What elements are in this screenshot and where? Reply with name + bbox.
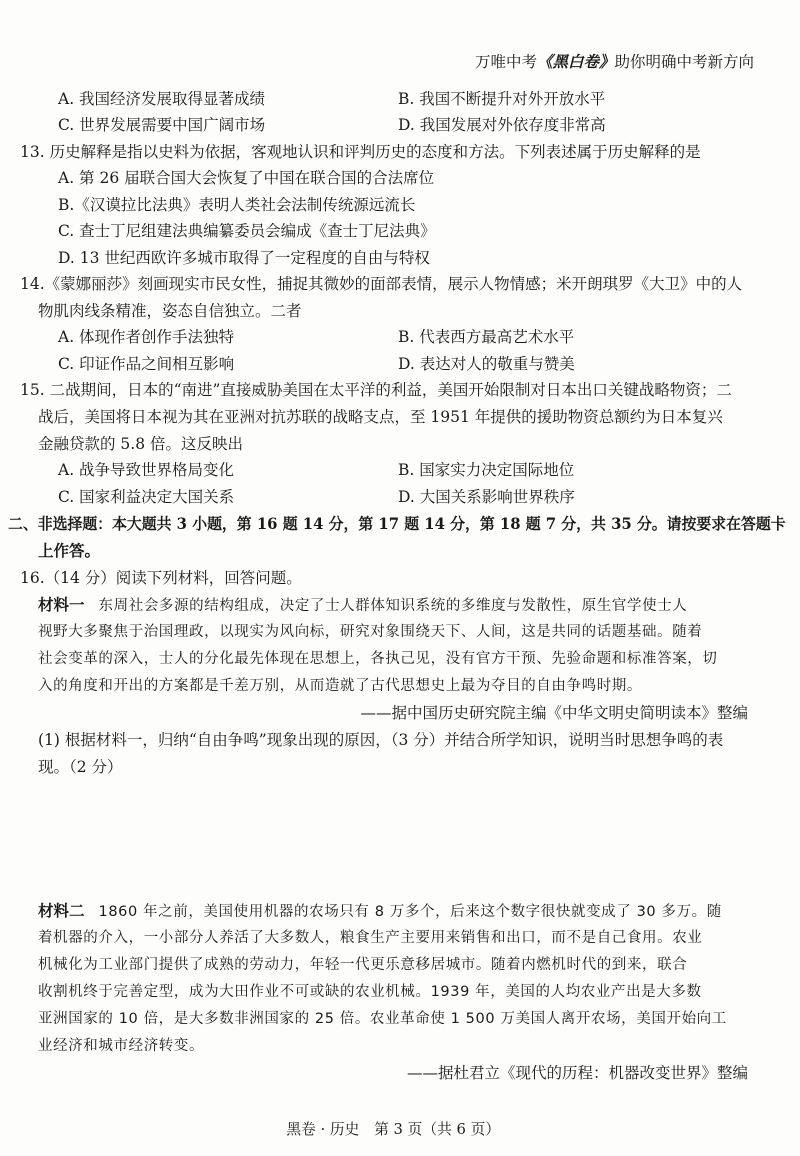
q15-option-d: D. 大国关系影响世界秩序 xyxy=(398,488,575,506)
q13-option-a: A. 第 26 届联合国大会恢复了中国在联合国的合法席位 xyxy=(58,169,435,187)
q14-stem-line1: 14.《蒙娜丽莎》刻画现实市民女性，捕捉其微妙的面部表情，展示人物情感；米开朗琪罗《大卫》中的人 xyxy=(20,275,743,293)
q15-option-a: A. 战争导致世界格局变化 xyxy=(58,461,235,479)
material-1-line4: 入的角度和开出的方案都是千差万别，从而造就了古代思想史上最为夺目的自由争鸣时期。 xyxy=(38,678,642,694)
page-footer: 黑卷 · 历史 第 3 页（共 6 页） xyxy=(286,1120,501,1138)
q14-option-a: A. 体现作者创作手法独特 xyxy=(58,328,235,346)
q12-option-b: B. 我国不断提升对外开放水平 xyxy=(398,90,606,108)
q13-option-d: D. 13 世纪西欧许多城市取得了一定程度的自由与特权 xyxy=(58,249,430,267)
section-2-heading-cont: 上作答。 xyxy=(38,541,101,560)
material-1-source: ——据中国历史研究院主编《中华文明史简明读本》整编 xyxy=(360,704,748,722)
q15-stem-line2: 战后，美国将日本视为其在亚洲对抗苏联的战略支点，至 1951 年提供的援助物资总额约为日本复兴 xyxy=(38,408,723,426)
q16-sub1-line1: (1) 根据材料一，归纳“自由争鸣”现象出现的原因，（3 分）并结合所学知识，说明当时思想争鸣的表 xyxy=(38,731,724,749)
page-header xyxy=(475,50,754,72)
q16-stem: 16.（14 分）阅读下列材料，回答问题。 xyxy=(20,569,302,587)
q15-option-b: B. 国家实力决定国际地位 xyxy=(398,461,575,479)
material-1-line2: 视野大多聚焦于治国理政，以现实为风向标，研究对象围绕天下、人间，这是共同的话题基础。随着 xyxy=(38,624,703,640)
q13-option-b: B.《汉谟拉比法典》表明人类社会法制传统源远流长 xyxy=(58,196,416,214)
q12-option-d: D. 我国发展对外依存度非常高 xyxy=(398,116,606,134)
material-2-line2: 着机器的介入，一小部分人养活了大多数人，粮食生产主要用来销售和出口，而不是自己食用。农业 xyxy=(38,930,703,946)
material-2-line4: 收割机终于完善定型，成为大田作业不可或缺的农业机械。1939 年，美国的人均农业产出是大多数 xyxy=(38,984,702,1000)
material-2-line1 xyxy=(38,899,722,921)
q15-stem-line3: 金融贷款的 5.8 倍。这反映出 xyxy=(38,435,244,453)
q13-option-c: C. 查士丁尼组建法典编纂委员会编成《查士丁尼法典》 xyxy=(58,222,436,240)
q14-option-d: D. 表达对人的敬重与赞美 xyxy=(398,355,575,373)
q15-stem-line1: 15. 二战期间，日本的“南进”直接威胁美国在太平洋的利益，美国开始限制对日本出口关键战略物资；二 xyxy=(20,381,732,399)
q15-option-c: C. 国家利益决定大国关系 xyxy=(58,488,235,506)
q16-sub1-line2: 现。（2 分） xyxy=(38,758,123,776)
material-2-text-1: 1860 年之前，美国使用机器的农场只有 8 万多个，后来这个数字很快就变成了 30 多万。随 xyxy=(98,904,722,920)
material-1-line3: 社会变革的深入，士人的分化最先体现在思想上，各执己见，没有官方干预、先验命题和标准答案，切 xyxy=(38,651,718,667)
material-2-source: ——据杜君立《现代的历程：机器改变世界》整编 xyxy=(406,1064,748,1082)
q14-stem-line2: 物肌肉线条精准，姿态自信独立。二者 xyxy=(38,302,302,320)
header-suffix: 助你明确中考新方向 xyxy=(614,53,754,71)
material-2-label: 材料二 xyxy=(38,901,85,920)
material-1-line1 xyxy=(38,593,687,615)
q12-option-a: A. 我国经济发展取得显著成绩 xyxy=(58,90,266,108)
material-2-line6: 业经济和城市经济转变。 xyxy=(38,1038,205,1054)
material-2-line5: 亚洲国家的 10 倍，是大多数非洲国家的 25 倍。农业革命使 1 500 万美国人离开农场，美国开始向工 xyxy=(38,1011,727,1027)
q14-option-b: B. 代表西方最高艺术水平 xyxy=(398,328,575,346)
q13-stem: 13. 历史解释是指以史料为依据，客观地认识和评判历史的态度和方法。下列表述属于历史解释的是 xyxy=(20,143,701,161)
q14-option-c: C. 印证作品之间相互影响 xyxy=(58,355,235,373)
material-2-line3: 机械化为工业部门提供了成熟的劳动力，年轻一代更乐意移居城市。随着内燃机时代的到来，联合 xyxy=(38,957,688,973)
header-brand: 《黑白卷》 xyxy=(536,52,615,71)
section-2-heading: 二、非选择题：本大题共 3 小题，第 16 题 14 分，第 17 题 14 分，第 18 题 7 分，共 35 分。请按要求在答题卡 xyxy=(8,514,786,533)
header-prefix: 万唯中考 xyxy=(474,53,537,71)
material-1-label: 材料一 xyxy=(38,595,85,614)
q12-option-c: C. 世界发展需要中国广阔市场 xyxy=(58,116,266,134)
material-1-text-1: 东周社会多源的结构组成，决定了士人群体知识系统的多维度与发散性，原生官学使士人 xyxy=(98,598,688,614)
